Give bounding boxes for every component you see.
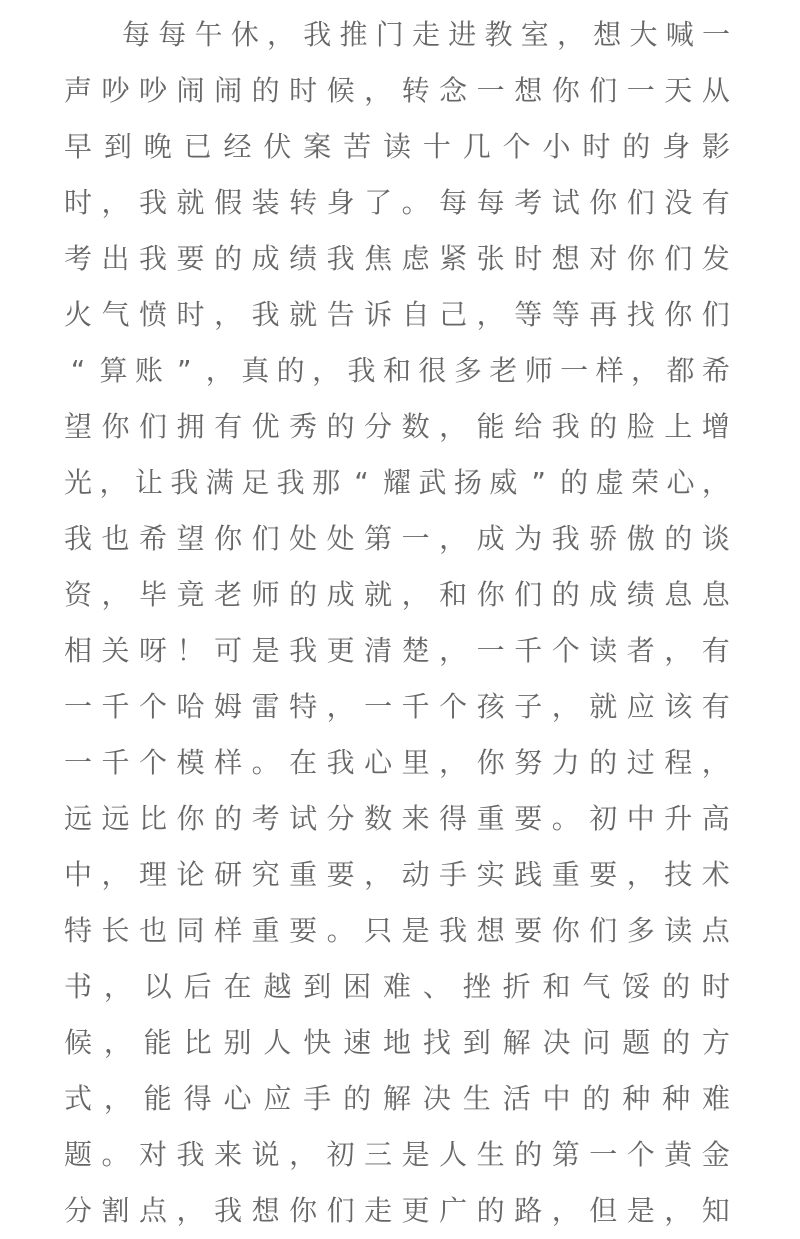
text-line: 相 关 呀 ！ 可 是 我 更 清 楚 ， 一 千 个 读 者 ， 有 (64, 634, 730, 667)
text-line: “ 算 账 ” ， 真 的 ， 我 和 很 多 老 师 一 样 ， 都 希 (70, 354, 730, 387)
text-line: 望 你 们 拥 有 优 秀 的 分 数 ， 能 给 我 的 脸 上 增 (64, 410, 730, 443)
text-line: 分 割 点 ， 我 想 你 们 走 更 广 的 路 ， 但 是 ， 知 (64, 1194, 730, 1227)
text-line: 题 。 对 我 来 说 ， 初 三 是 人 生 的 第 一 个 黄 金 (64, 1138, 730, 1171)
text-line: 每 每 午 休 ， 我 推 门 走 进 教 室 ， 想 大 喊 一 (122, 18, 731, 51)
text-line: 特 长 也 同 样 重 要 。 只 是 我 想 要 你 们 多 读 点 (64, 914, 730, 947)
text-line: 声 吵 吵 闹 闹 的 时 候 ， 转 念 一 想 你 们 一 天 从 (64, 74, 730, 107)
text-line: 时 ， 我 就 假 装 转 身 了 。 每 每 考 试 你 们 没 有 (64, 186, 730, 219)
text-line: 式 ， 能 得 心 应 手 的 解 决 生 活 中 的 种 种 难 (64, 1082, 731, 1115)
text-line: 资 ， 毕 竟 老 师 的 成 就 ， 和 你 们 的 成 绩 息 息 (64, 578, 730, 611)
text-line: 早 到 晚 已 经 伏 案 苦 读 十 几 个 小 时 的 身 影 (64, 130, 731, 163)
text-line: 光 ， 让 我 满 足 我 那 “ 耀 武 扬 威 ” 的 虚 荣 心 ， (64, 466, 730, 499)
text-line: 一 千 个 模 样 。 在 我 心 里 ， 你 努 力 的 过 程 ， (64, 746, 730, 779)
text-line: 书 ， 以 后 在 越 到 困 难 、 挫 折 和 气 馁 的 时 (64, 970, 731, 1003)
text-line: 火 气 愤 时 ， 我 就 告 诉 自 己 ， 等 等 再 找 你 们 (64, 298, 730, 331)
text-line: 考 出 我 要 的 成 绩 我 焦 虑 紧 张 时 想 对 你 们 发 (64, 242, 730, 275)
text-line: 候 ， 能 比 别 人 快 速 地 找 到 解 决 问 题 的 方 (64, 1026, 731, 1059)
text-line: 中 ， 理 论 研 究 重 要 ， 动 手 实 践 重 要 ， 技 术 (64, 858, 730, 891)
text-line: 一 千 个 哈 姆 雷 特 ， 一 千 个 孩 子 ， 就 应 该 有 (64, 690, 730, 723)
text-line: 我 也 希 望 你 们 处 处 第 一 ， 成 为 我 骄 傲 的 谈 (64, 522, 730, 555)
text-line: 远 远 比 你 的 考 试 分 数 来 得 重 要 。 初 中 升 高 (64, 802, 730, 835)
